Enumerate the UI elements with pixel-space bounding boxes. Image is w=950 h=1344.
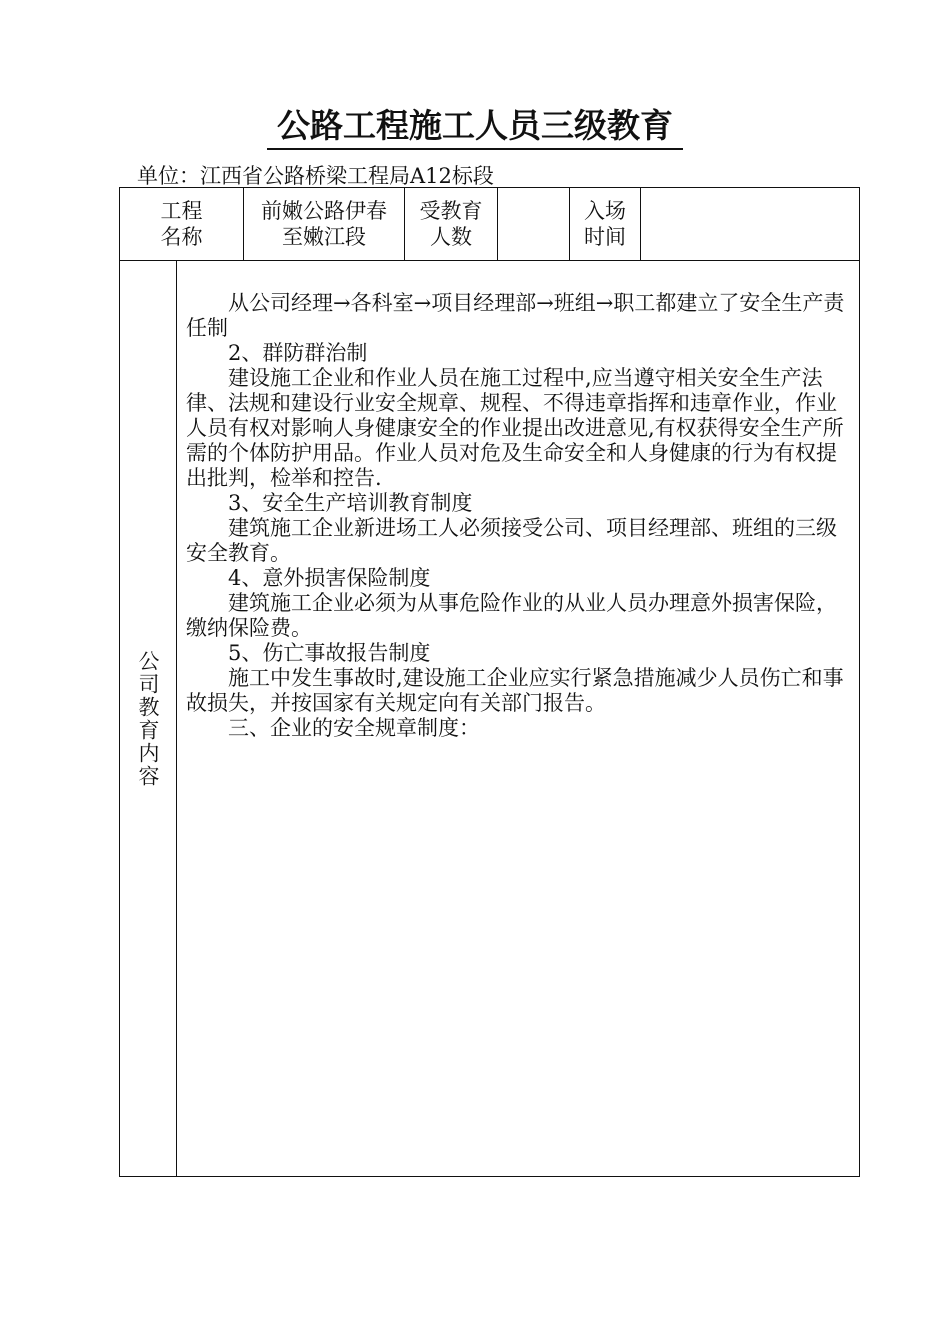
project-name-value: 前嫩公路伊春 至嫩江段 (261, 199, 387, 249)
header-divider (119, 260, 860, 261)
content-heading: 3、安全生产培训教育制度 (228, 491, 473, 515)
content-heading: 2、群防群治制 (228, 341, 368, 365)
section-side-label: 公司教育内容 (136, 649, 160, 788)
side-divider (176, 260, 177, 1177)
entry-time-label: 入场 时间 (584, 199, 626, 249)
unit-line: 单位：江西省公路桥梁工程局A12标段 (137, 164, 494, 188)
trainee-count-value (498, 188, 569, 260)
content-paragraph: 建筑施工企业必须为从事危险作业的从业人员办理意外损害保险，缴纳保险费。 (186, 591, 837, 640)
content-paragraph: 施工中发生事故时,建设施工企业应实行紧急措施减少人员伤亡和事故损失，并按国家有关规定向有关部门报告。 (186, 666, 844, 715)
content-heading: 5、伤亡事故报告制度 (228, 641, 431, 665)
content-heading: 4、意外损害保险制度 (228, 566, 431, 590)
document-title: 公路工程施工人员三级教育 (0, 100, 950, 147)
entry-time-value (641, 188, 859, 260)
content-paragraph: 建设施工企业和作业人员在施工过程中,应当遵守相关安全生产法律、法规和建设行业安全规章、规程、不得违章指挥和违章作业，作业人员有权对影响人身健康安全的作业提出改进意见,有权获得安全生产所需的个体防护用品。作业人员对危及生命安全和人身健康的行为有权提出批判，检举和控告. (186, 366, 844, 490)
content-heading: 三、企业的安全规章制度： (228, 716, 480, 740)
project-name-label: 工程 名称 (160, 199, 203, 249)
content-paragraph: 从公司经理→各科室→项目经理部→班组→职工都建立了安全生产责任制 (186, 291, 845, 340)
education-content (186, 291, 852, 741)
content-paragraph: 建筑施工企业新进场工人必须接受公司、项目经理部、班组的三级安全教育。 (186, 516, 837, 565)
trainee-count-label: 受教育 人数 (419, 199, 483, 249)
